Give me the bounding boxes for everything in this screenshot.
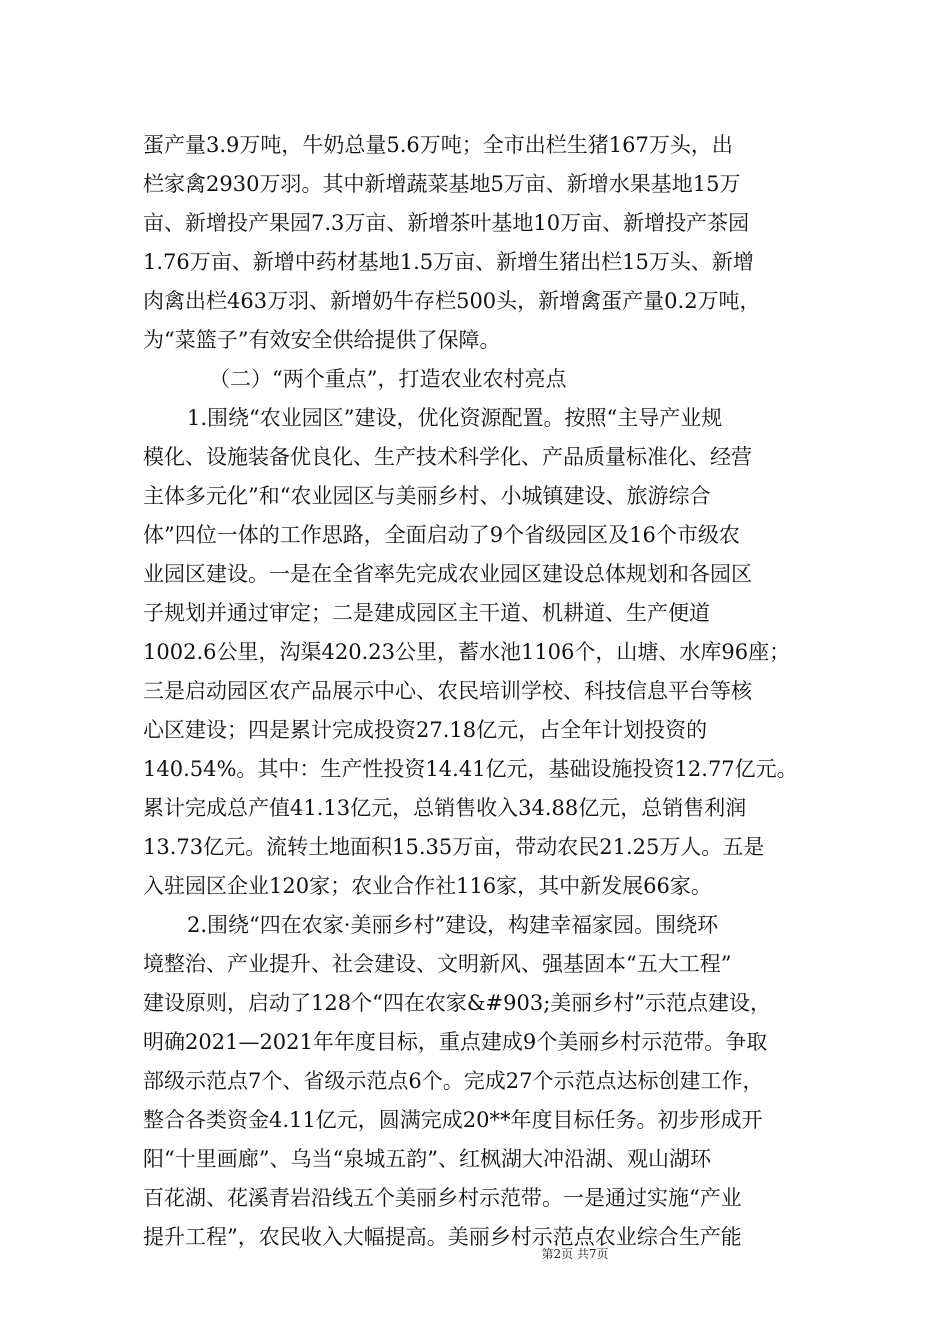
text-line: 整合各类资金4.11亿元，圆满完成20**年度目标任务。初步形成开	[143, 1108, 763, 1132]
section-heading: （二）“两个重点”，打造农业农村亮点	[209, 367, 567, 391]
text-line: 三是启动园区农产品展示中心、农民培训学校、科技信息平台等核	[143, 679, 752, 703]
text-line: 为“菜篮子”有效安全供给提供了保障。	[143, 328, 501, 352]
text-line: 部级示范点7个、省级示范点6个。完成27个示范点达标创建工作，	[143, 1069, 764, 1093]
text-line: 境整治、产业提升、社会建设、文明新风、强基固本“五大工程”	[143, 952, 732, 976]
text-line: 子规划并通过审定；二是建成园区主干道、机耕道、生产便道	[143, 601, 710, 625]
text-line: 明确2021—2021年年度目标，重点建成9个美丽乡村示范带。争取	[143, 1030, 768, 1054]
text-line: 入驻园区企业120家；农业合作社116家，其中新发展66家。	[143, 874, 712, 898]
page-footer	[0, 1246, 950, 1262]
text-line: 栏家禽2930万羽。其中新增蔬菜基地5万亩、新增水果基地15万	[143, 172, 741, 196]
text-line: 百花湖、花溪青岩沿线五个美丽乡村示范带。一是通过实施“产业	[143, 1186, 742, 1210]
text-line: 1002.6公里，沟渠420.23公里，蓄水池1106个，山塘、水库96座；	[143, 640, 791, 664]
page-number: 第2页 共7页	[541, 1247, 609, 1261]
text-line: 140.54%。其中：生产性投资14.41亿元，基础设施投资12.77亿元。	[143, 757, 798, 781]
text-line: 肉禽出栏463万羽、新增奶牛存栏500头，新增禽蛋产量0.2万吨，	[143, 289, 761, 313]
text-line: 主体多元化”和“农业园区与美丽乡村、小城镇建设、旅游综合	[143, 484, 711, 508]
text-line: 体”四位一体的工作思路，全面启动了9个省级园区及16个市级农	[143, 523, 740, 547]
text-line: 建设原则，启动了128个“四在农家&#903;美丽乡村”示范点建设，	[143, 991, 771, 1015]
text-line: 蛋产量3.9万吨，牛奶总量5.6万吨；全市出栏生猪167万头，出	[143, 133, 733, 157]
text-line: 累计完成总产值41.13亿元，总销售收入34.88亿元，总销售利润	[143, 796, 747, 820]
text-line: 提升工程”，农民收入大幅提高。美丽乡村示范点农业综合生产能	[143, 1225, 742, 1249]
text-line: 心区建设；四是累计完成投资27.18亿元，占全年计划投资的	[143, 718, 708, 742]
text-line: 13.73亿元。流转土地面积15.35万亩，带动农民21.25万人。五是	[143, 835, 765, 859]
body-text	[143, 126, 805, 1257]
paragraph-start: 1.围绕“农业园区”建设，优化资源配置。按照“主导产业规	[187, 406, 723, 430]
text-line: 1.76万亩、新增中药材基地1.5万亩、新增生猪出栏15万头、新增	[143, 250, 754, 274]
text-line: 业园区建设。一是在全省率先完成农业园区建设总体规划和各园区	[143, 562, 752, 586]
text-line: 亩、新增投产果园7.3万亩、新增茶叶基地10万亩、新增投产茶园	[143, 211, 750, 235]
text-line: 阳“十里画廊”、乌当“泉城五韵”、红枫湖大冲沿湖、观山湖环	[143, 1147, 711, 1171]
text-line: 模化、设施装备优良化、生产技术科学化、产品质量标准化、经营	[143, 445, 752, 469]
paragraph-start: 2.围绕“四在农家·美丽乡村”建设，构建幸福家园。围绕环	[187, 913, 719, 937]
